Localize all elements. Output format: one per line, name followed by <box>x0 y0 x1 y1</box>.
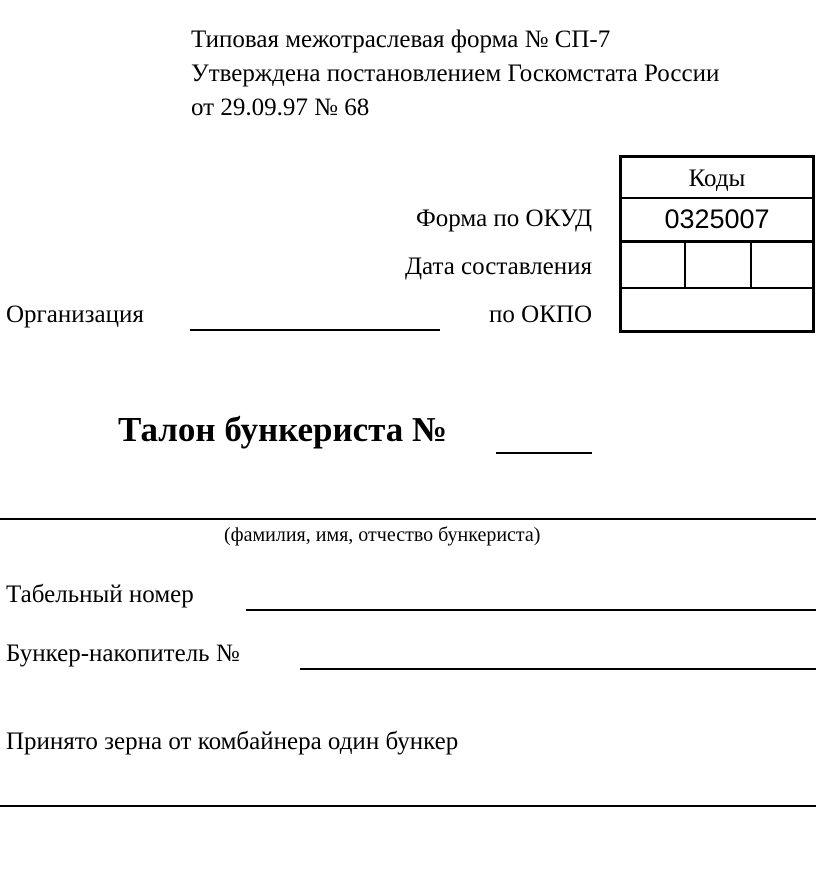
fio-caption: (фамилия, имя, отчество бункериста) <box>224 524 541 546</box>
date-cell-day[interactable] <box>622 243 686 289</box>
okud-code-cell: 0325007 <box>622 199 812 243</box>
bunker-input-line[interactable] <box>300 668 816 670</box>
form-type-line: Типовая межотраслевая форма № СП-7 <box>191 26 611 53</box>
codes-heading: Коды <box>622 158 812 199</box>
page-title: Талон бункериста № <box>118 410 448 449</box>
date-cell-month[interactable] <box>686 243 752 289</box>
codes-table <box>619 155 815 333</box>
date-label: Дата составления <box>404 253 592 280</box>
okpo-label: по ОКПО <box>489 301 592 328</box>
approval-date-line: от 29.09.97 № 68 <box>191 94 370 121</box>
tab-number-input-line[interactable] <box>246 609 816 611</box>
accepted-grain-input-line[interactable] <box>0 805 816 807</box>
fio-input-line[interactable] <box>0 518 816 520</box>
okpo-code-cell[interactable] <box>622 289 812 330</box>
organization-input-line[interactable] <box>190 329 440 331</box>
accepted-grain-label: Принято зерна от комбайнера один бункер <box>6 728 459 755</box>
bunker-label: Бункер-накопитель № <box>6 640 240 667</box>
tab-number-label: Табельный номер <box>6 581 194 608</box>
ticket-number-line[interactable] <box>496 452 592 454</box>
form-okud-label: Форма по ОКУД <box>416 205 592 232</box>
organization-label: Организация <box>6 301 144 328</box>
date-cell-year[interactable] <box>752 243 812 289</box>
approval-line: Утверждена постановлением Госкомстата России <box>191 60 720 87</box>
